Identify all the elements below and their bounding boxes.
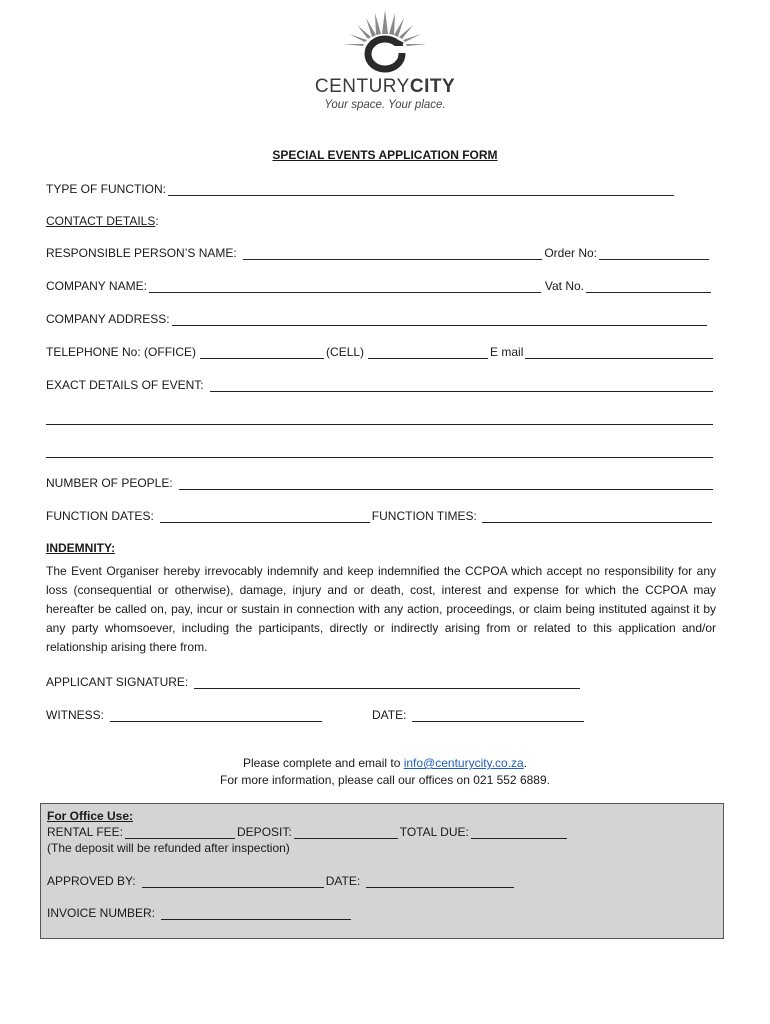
responsible-person-label: RESPONSIBLE PERSON’S NAME: [46,246,237,260]
form-title: SPECIAL EVENTS APPLICATION FORM [272,148,498,162]
witness-field[interactable] [110,710,322,722]
responsible-person-row [46,244,711,260]
refund-note-row [47,840,290,855]
contact-line-2: For more information, please call our offices on 021 552 6889. [220,773,550,787]
cell-field[interactable] [368,347,488,359]
century-city-emblem-icon [335,8,435,74]
office-date-field[interactable] [366,877,514,888]
exact-details-field-3[interactable] [46,446,713,458]
exact-details-line-3 [46,442,713,458]
witness-label: WITNESS: [46,708,105,722]
telephone-office-field[interactable] [200,347,324,359]
witness-date-field[interactable] [412,710,584,722]
email-field[interactable] [525,347,713,359]
exact-details-label: EXACT DETAILS OF EVENT: [46,378,204,392]
exact-details-field[interactable] [210,380,713,392]
applicant-signature-label: APPLICANT SIGNATURE: [46,675,189,689]
office-use-box [40,803,724,939]
type-of-function-row [46,180,676,196]
approved-by-field[interactable] [142,877,324,888]
indemnity-heading-row [46,539,716,555]
rental-fee-field[interactable] [125,828,235,839]
contact-details-heading [46,212,716,228]
invoice-number-row [47,905,353,920]
company-name-field[interactable] [149,281,541,293]
invoice-number-field[interactable] [161,909,351,920]
approved-by-row [47,873,516,888]
office-use-heading: For Office Use: [47,809,134,823]
total-due-field[interactable] [471,828,567,839]
total-due-label: TOTAL DUE: [399,825,469,839]
function-dates-times-row [46,507,714,523]
function-times-field[interactable] [482,511,712,523]
contact-suffix: . [523,756,528,770]
company-name-label: COMPANY NAME: [46,279,147,293]
company-address-field[interactable] [172,314,707,326]
cell-label: (CELL) [326,345,365,359]
deposit-label: DEPOSIT: [237,825,292,839]
brand-part-century: CENTURY [314,76,410,97]
number-of-people-label: NUMBER OF PEOPLE: [46,476,173,490]
telephone-row [46,343,715,359]
order-no-field[interactable] [599,248,709,260]
office-use-heading-row [47,808,133,823]
brand-part-city: CITY [409,76,456,97]
email-label: E mail [490,345,524,359]
applicant-signature-row [46,673,582,689]
witness-date-row [46,706,586,722]
telephone-office-label: TELEPHONE No: (OFFICE) [46,345,197,359]
witness-date-label: DATE: [372,708,407,722]
exact-details-line-2 [46,409,713,425]
approved-by-label: APPROVED BY: [47,874,136,888]
responsible-person-field[interactable] [243,248,543,260]
order-no-label: Order No: [544,246,597,260]
function-dates-label: FUNCTION DATES: [46,509,154,523]
invoice-number-label: INVOICE NUMBER: [47,906,156,920]
contact-line-1 [0,755,770,772]
office-date-label: DATE: [325,874,361,888]
company-address-label: COMPANY ADDRESS: [46,312,170,326]
fees-row [47,824,569,839]
company-address-row [46,310,709,326]
contact-info [0,755,770,789]
century-city-logo [300,8,470,126]
type-of-function-field[interactable] [168,184,674,196]
indemnity-text: The Event Organiser hereby irrevocably indemnify and keep indemnified the CCPOA which accept no responsibility for any loss (consequential or otherwise), damage, injury and or death, cost, interest and expense for which the CCPOA may hereafter be called on, pay, incur or sustain in connection with any action, proceedings, or claim being instituted against it by any party whomsoever, including the participants, directly or indirectly arising from or related to this application and/or relationship arising there from. [46,564,716,654]
vat-no-label: Vat No. [544,279,584,293]
indemnity-heading: INDEMNITY: [46,541,116,555]
type-of-function-label: TYPE OF FUNCTION: [46,182,166,196]
exact-details-field-2[interactable] [46,413,713,425]
function-dates-field[interactable] [160,511,370,523]
number-of-people-row [46,474,715,490]
function-times-label: FUNCTION TIMES: [371,509,477,523]
vat-no-field[interactable] [586,281,711,293]
brand-tagline: Your space. Your place. [324,99,446,111]
contact-details-label: CONTACT DETAILS [46,214,156,228]
number-of-people-field[interactable] [179,478,713,490]
contact-prefix: Please complete and email to [242,756,404,770]
contact-email-link[interactable]: info@centurycity.co.za [403,756,524,770]
brand-name [300,76,470,98]
refund-note: (The deposit will be refunded after inspection) [47,841,290,855]
company-name-row [46,277,713,293]
exact-details-row [46,376,715,392]
applicant-signature-field[interactable] [194,677,580,689]
contact-details-colon: : [155,214,159,228]
rental-fee-label: RENTAL FEE: [47,825,124,839]
deposit-field[interactable] [294,828,398,839]
